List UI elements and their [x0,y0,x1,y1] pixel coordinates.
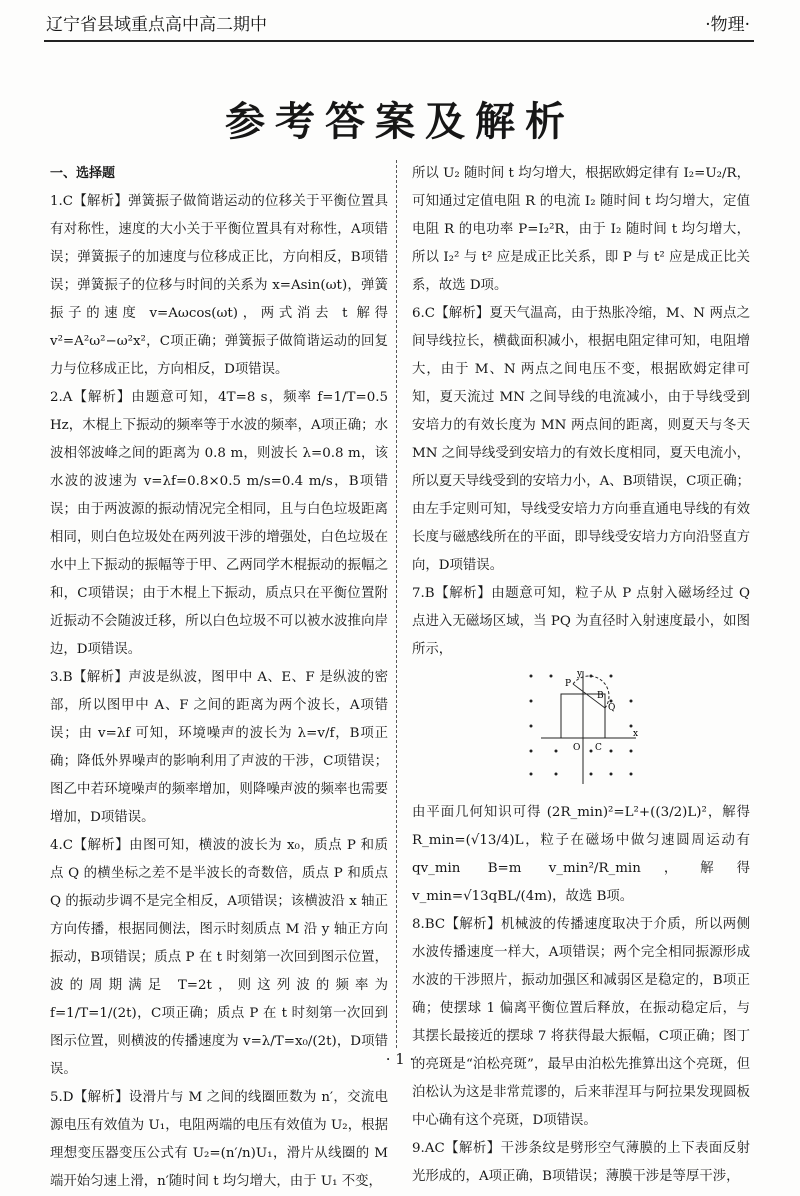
right-column [412,160,750,1191]
answer-q8: 8.BC【解析】机械波的传播速度取决于介质，所以两侧水波传播速度一样大，A项错误；两个完全相同振源形成水波的干涉照片，振动加强区和减弱区是稳定的，B项正确；使摆球 1 偏离平衡位置后释放，在振动稳定后，与其摆长最接近的摆球 7 将获得最大振幅，C项正确；图丁的亮斑是“泊松亮斑”，最早由泊松先推算出这个亮斑，但泊松认为这是非常荒谬的，后来菲涅耳与阿拉果发现圆板中心确有这个亮斑，D项错误。 [412,917,750,1128]
answer-q6: 6.C【解析】夏天气温高，由于热胀冷缩，M、N 两点之间导线拉长，横截面积减小，根据电阻定律可知，电阻增大，由于 M、N 两点之间电压不变，根据欧姆定律可知，夏天流过 MN 之间导线的电流减小，由于导线受到安培力的有效长度为 MN 两点间的距离，则夏天与冬天 MN 之间导线受到安培力的有效长度相同，夏天电流小，所以夏天导线受到的安培力小，A、B项错误，C项正确；由左手定则可知，导线受安培力方向垂直通电导线的有效长度与磁感线所在的平面，即导线受安培力方向沿竖直方向，D项错误。 [412,306,750,573]
header-left: 辽宁省县域重点高中高二期中 [46,15,267,35]
answer-q2: 2.A【解析】由题意可知，4T=8 s，频率 f=1/T=0.5 Hz，木棍上下振动的频率等于水波的频率，A项正确；水波相邻波峰之间的距离为 0.8 m，则波长 λ=0.8 m，该水波的波速为 v=λf=0.8×0.5 m/s=0.4 m/s，B项错误；由于两波源的振动情况完全相同，且与白色垃圾距离相同，则白色垃圾处在两列波干涉的增强处，白色垃圾在水中上下振动的振幅等于甲、乙两同学木棍振动的振幅之和，C项错误；由于木棍上下振动，质点只在平衡位置附近振动不会随波迁移，所以白色垃圾不可以被水波推向岸边，D项错误。 [50,390,388,657]
left-column [50,160,388,1196]
header-rule [44,40,754,42]
answer-q5: 5.D【解析】设滑片与 M 之间的线圈匝数为 n′，交流电源电压有效值为 U₁，电阻两端的电压有效值为 U₂，根据理想变压器变压公式有 U₂=(n′/n)U₁，滑片从线圈的 M 端开始匀速上滑，n′随时间 t 均匀增大，由于 U₁ 不变， [50,1090,388,1189]
answer-q7: 7.B【解析】由题意可知，粒子从 P 点射入磁场经过 Q 点进入无磁场区域，当 PQ 为直径时入射速度最小，如图所示， [412,586,750,657]
answer-q1: 1.C【解析】弹簧振子做简谐运动的位移关于平衡位置具有对称性，速度的大小关于平衡位置具有对称性，A项错误；弹簧振子的加速度与位移成正比，方向相反，B项错误；弹簧振子的位移与时间的关系为 x=Asin(ωt)，弹簧振子的速度 v=Aωcos(ωt)，两式消去 t 解得 v²=A²ω²−ω²x²，C项正确；弹簧振子做简谐运动的回复力与位移成正比，方向相反，D项错误。 [50,194,388,377]
label-c: C [595,743,602,753]
page-number: · 1 · [385,1050,415,1068]
label-p: P [565,679,572,689]
figure-svg [521,666,641,786]
label-x: x [633,729,639,739]
answer-q7-continued: 由平面几何知识可得 (2R_min)²=L²+((3/2)L)²，解得 R_min=(√13/4)L，粒子在磁场中做匀速圆周运动有 qv_min B=m v_min²/R_min，解得 v_min=√13qBL/(4m)，故选 B项。 [412,805,750,904]
page-title: 参考答案及解析 [225,99,575,145]
column-divider [396,160,397,1048]
label-q: Q [608,703,616,713]
section-title: 一、选择题 [50,166,116,181]
answer-q9: 9.AC【解析】干涉条纹是劈形空气薄膜的上下表面反射光形成的，A项正确，B项错误；薄膜干涉是等厚干涉， [412,1141,750,1184]
header-right: ·物理· [705,15,750,35]
answer-q3: 3.B【解析】声波是纵波，图甲中 A、E、F 是纵波的密部，所以图甲中 A、F 之间的距离为两个波长，A项错误；由 v=λf 可知，环境噪声的波长为 λ=v/f，B项正确；降低外界噪声的影响利用了声波的干涉，C项错误；图乙中若环境噪声的频率增加，则降噪声波的频率也需要增加，D项错误。 [50,670,388,825]
answer-q5-continued: 所以 U₂ 随时间 t 均匀增大，根据欧姆定律有 I₂=U₂/R，可知通过定值电阻 R 的电流 I₂ 随时间 t 均匀增大，定值电阻 R 的电功率 P=I₂²R，由于 I₂ 随时间 t 均匀增大，所以 I₂² 与 t² 应是成正比关系，即 P 与 t² 应是成正比关系，故选 D项。 [412,166,750,293]
label-y: y [577,669,583,679]
answer-q4: 4.C【解析】由图可知，横波的波长为 x₀，质点 P 和质点 Q 的横坐标之差不是半波长的奇数倍，质点 P 和质点 Q 的振动步调不是完全相反，A项错误；该横波沿 x 轴正方向传播，根据同侧法，图示时刻质点 M 沿 y 轴正方向振动，B项错误；质点 P 在 t 时刻第一次回到图示位置，波的周期满足 T=2t，则这列波的频率为 f=1/T=1/(2t)，C项正确；质点 P 在 t 时刻第一次回到图示位置，则横波的传播速度为 v=λ/T=x₀/(2t)，D项错误。 [50,838,388,1077]
magnetic-field-figure [412,666,750,797]
label-o: O [573,743,581,753]
label-b: B [597,691,604,701]
